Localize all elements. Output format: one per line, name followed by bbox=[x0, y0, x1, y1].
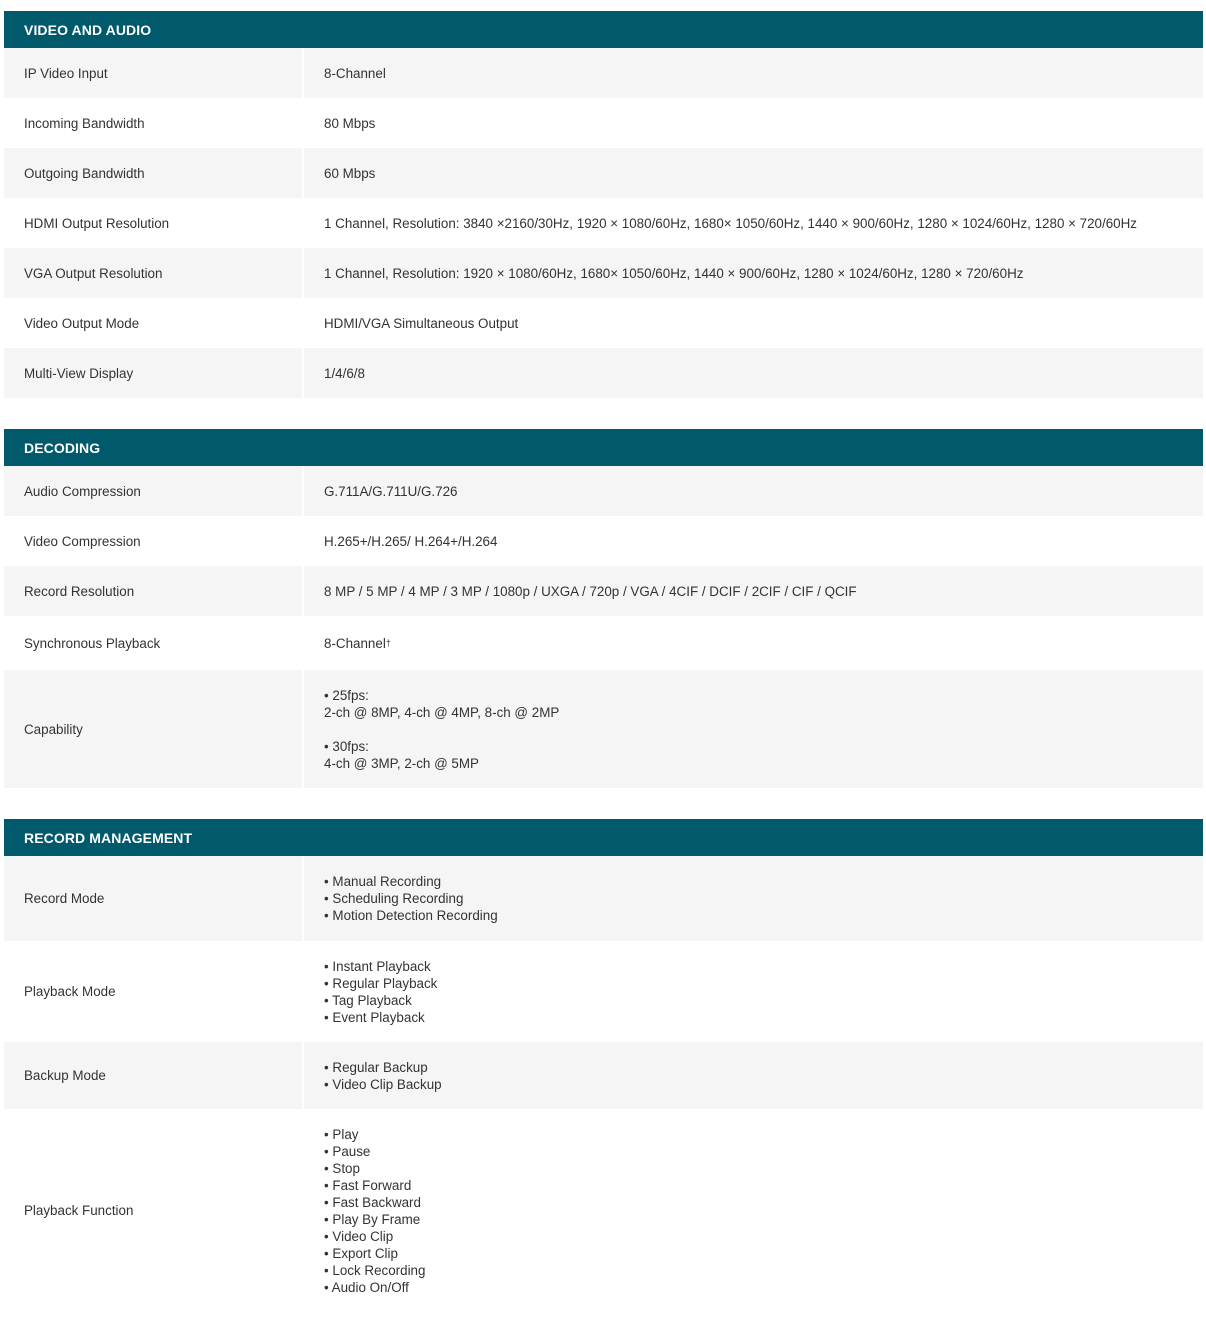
spec-row bbox=[4, 1042, 1203, 1109]
spec-label: HDMI Output Resolution bbox=[4, 198, 302, 248]
spec-label: VGA Output Resolution bbox=[4, 248, 302, 298]
spec-label: Incoming Bandwidth bbox=[4, 98, 302, 148]
spec-value: 8-Channel bbox=[304, 48, 1203, 98]
spec-value: H.265+/H.265/ H.264+/H.264 bbox=[304, 516, 1203, 566]
spec-value: • Instant Playback • Regular Playback • Tag Playback • Event Playback bbox=[304, 941, 1203, 1042]
spec-label: IP Video Input bbox=[4, 48, 302, 98]
spec-label: Audio Compression bbox=[4, 466, 302, 516]
spec-label: Playback Mode bbox=[4, 941, 302, 1042]
spec-label: Multi-View Display bbox=[4, 348, 302, 398]
spec-value: 8-Channel † bbox=[304, 616, 1203, 670]
spec-label: Record Mode bbox=[4, 856, 302, 941]
spec-value: 1 Channel, Resolution: 1920 × 1080/60Hz, 1680× 1050/60Hz, 1440 × 900/60Hz, 1280 × 1024/60Hz, 1280 × 720/60Hz bbox=[304, 248, 1203, 298]
spec-row bbox=[4, 248, 1203, 298]
spec-value: HDMI/VGA Simultaneous Output bbox=[304, 298, 1203, 348]
spec-row bbox=[4, 348, 1203, 398]
spec-row bbox=[4, 941, 1203, 1042]
spec-value: 8 MP / 5 MP / 4 MP / 3 MP / 1080p / UXGA / 720p / VGA / 4CIF / DCIF / 2CIF / CIF / QCIF bbox=[304, 566, 1203, 616]
section-decoding bbox=[4, 429, 1203, 788]
spec-label: Synchronous Playback bbox=[4, 616, 302, 670]
spec-row bbox=[4, 466, 1203, 516]
spec-value: • 25fps: 2-ch @ 8MP, 4-ch @ 4MP, 8-ch @ 2MP • 30fps: 4-ch @ 3MP, 2-ch @ 5MP bbox=[304, 670, 1203, 788]
spec-value: • Play • Pause • Stop • Fast Forward • Fast Backward • Play By Frame • Video Clip • Export Clip • Lock Recording • Audio On/Off bbox=[304, 1109, 1203, 1312]
spec-value: 1 Channel, Resolution: 3840 ×2160/30Hz, 1920 × 1080/60Hz, 1680× 1050/60Hz, 1440 × 900/60Hz, 1280 × 1024/60Hz, 1280 × 720/60Hz bbox=[304, 198, 1203, 248]
spec-row bbox=[4, 148, 1203, 198]
spec-row bbox=[4, 670, 1203, 788]
spec-value: 80 Mbps bbox=[304, 98, 1203, 148]
spec-row bbox=[4, 566, 1203, 616]
spec-row bbox=[4, 856, 1203, 941]
spec-row bbox=[4, 516, 1203, 566]
spec-value: 60 Mbps bbox=[304, 148, 1203, 198]
spec-row bbox=[4, 616, 1203, 670]
spec-value: 1/4/6/8 bbox=[304, 348, 1203, 398]
spec-label: Video Output Mode bbox=[4, 298, 302, 348]
spec-row bbox=[4, 298, 1203, 348]
spec-row bbox=[4, 98, 1203, 148]
spec-label: Video Compression bbox=[4, 516, 302, 566]
section-header: RECORD MANAGEMENT bbox=[4, 819, 1203, 856]
spec-value: • Manual Recording • Scheduling Recording • Motion Detection Recording bbox=[304, 856, 1203, 941]
section-header: VIDEO AND AUDIO bbox=[4, 11, 1203, 48]
spec-label: Playback Function bbox=[4, 1109, 302, 1312]
spec-label: Capability bbox=[4, 670, 302, 788]
spec-label: Outgoing Bandwidth bbox=[4, 148, 302, 198]
section-record-management bbox=[4, 819, 1203, 1312]
spec-row bbox=[4, 198, 1203, 248]
spec-value: • Regular Backup • Video Clip Backup bbox=[304, 1042, 1203, 1109]
spec-value: G.711A/G.711U/G.726 bbox=[304, 466, 1203, 516]
section-header: DECODING bbox=[4, 429, 1203, 466]
spec-label: Backup Mode bbox=[4, 1042, 302, 1109]
spec-row bbox=[4, 1109, 1203, 1312]
spec-value-text: 8-Channel bbox=[324, 635, 386, 651]
spec-row bbox=[4, 48, 1203, 98]
section-video-and-audio bbox=[4, 11, 1203, 398]
spec-label: Record Resolution bbox=[4, 566, 302, 616]
